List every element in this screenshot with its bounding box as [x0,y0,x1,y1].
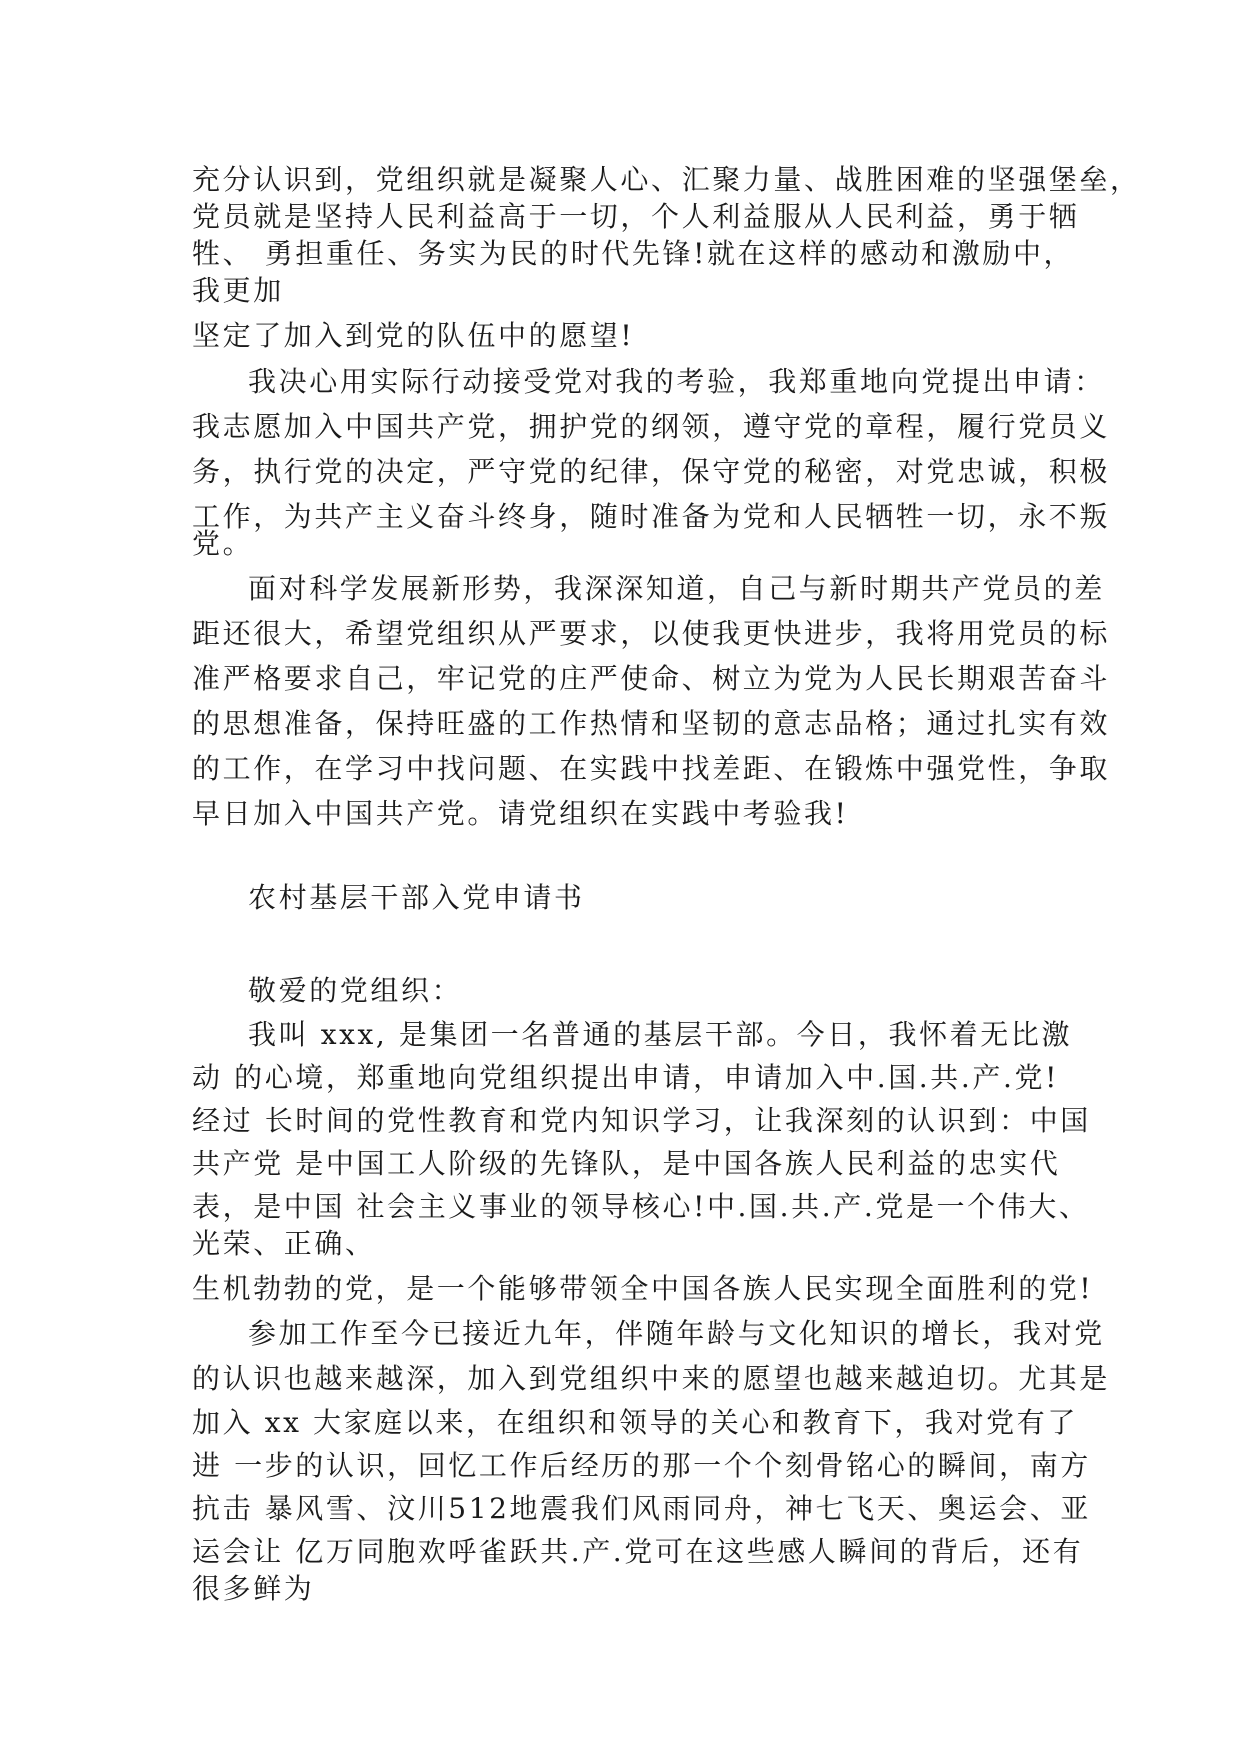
text-line: 的工作，在学习中找问题、在实践中找差距、在锻炼中强党性，争取 [192,752,1111,785]
text-line: 我志愿加入中国共产党，拥护党的纲领，遵守党的章程，履行党员义 [192,410,1111,443]
text-line: 我决心用实际行动接受党对我的考验，我郑重地向党提出申请： [248,365,1105,398]
text-line: 距还很大，希望党组织从严要求，以使我更快进步，我将用党员的标 [192,617,1111,650]
text-line: 坚定了加入到党的队伍中的愿望! [192,319,635,352]
text-line: 的认识也越来越深，加入到党组织中来的愿望也越来越迫切。尤其是 [192,1362,1111,1395]
text-line: 早日加入中国共产党。请党组织在实践中考验我! [192,797,849,830]
text-line: 进 一步的认识，回忆工作后经历的那一个个刻骨铭心的瞬间，南方 [192,1449,1091,1482]
text-line: 准严格要求自己，牢记党的庄严使命、树立为党为人民长期艰苦奋斗 [192,662,1111,695]
text-line: 共产党 是中国工人阶级的先锋队，是中国各族人民利益的忠实代 [192,1147,1061,1180]
text-line: 表，是中国 社会主义事业的领导核心!中.国.共.产.党是一个伟大、 [192,1190,1090,1223]
text-line: 生机勃勃的党，是一个能够带领全中国各族人民实现全面胜利的党! [192,1272,1094,1305]
text-line: 工作，为共产主义奋斗终身，随时准备为党和人民牺牲一切，永不叛 [192,500,1111,533]
text-line: 党员就是坚持人民利益高于一切，个人利益服从人民利益，勇于牺 [192,200,1080,233]
text-line: 参加工作至今已接近九年，伴随年龄与文化知识的增长，我对党 [248,1317,1105,1350]
text-line: 面对科学发展新形势，我深深知道，自己与新时期共产党员的差 [248,572,1105,605]
text-line: 光荣、正确、 [192,1227,376,1260]
text-line: 务，执行党的决定，严守党的纪律，保守党的秘密，对党忠诚，积极 [192,455,1111,488]
text-line: 牲、 勇担重任、务实为民的时代先锋!就在这样的感动和激励中， [192,237,1075,270]
salutation: 敬爱的党组织： [248,974,463,1007]
text-line: 加入 xx 大家庭以来，在组织和领导的关心和教育下，我对党有了 [192,1406,1078,1439]
section-title: 农村基层干部入党申请书 [248,881,585,914]
text-line: 我叫 xxx, 是集团一名普通的基层干部。今日，我怀着无比激 [248,1018,1073,1051]
text-line: 很多鲜为 [192,1572,315,1605]
text-line: 动 的心境，郑重地向党组织提出申请，申请加入中.国.共.产.党! [192,1061,1059,1094]
text-line: 抗击 暴风雪、汶川512地震我们风雨同舟，神七飞天、奥运会、亚 [192,1492,1091,1525]
text-line: 的思想准备，保持旺盛的工作热情和坚韧的意志品格；通过扎实有效 [192,707,1111,740]
text-line: 经过 长时间的党性教育和党内知识学习，让我深刻的认识到：中国 [192,1104,1091,1137]
text-line: 充分认识到，党组织就是凝聚人心、汇聚力量、战胜困难的坚强堡垒， [192,163,1141,196]
text-line: 党。 [192,527,254,560]
text-line: 我更加 [192,274,284,307]
text-line: 运会让 亿万同胞欢呼雀跃共.产.党可在这些感人瞬间的背后，还有 [192,1535,1084,1568]
